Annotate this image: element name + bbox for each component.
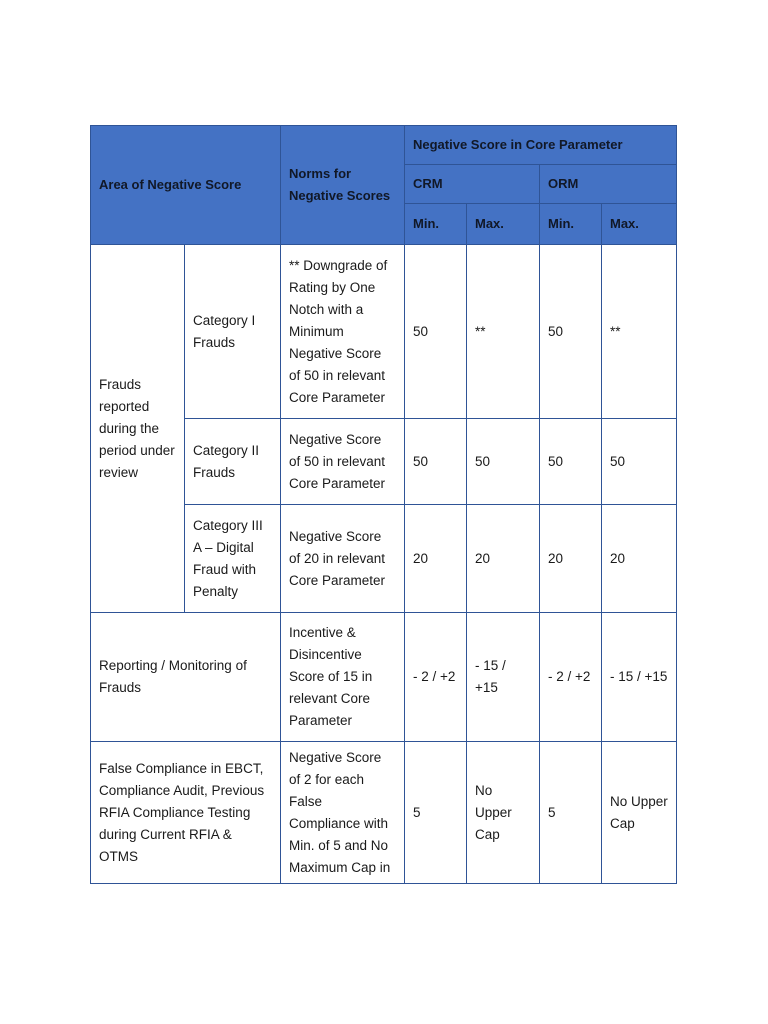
norm-cell: ** Downgrade of Rating by One Notch with a Minimum Negative Score of 50 in relevant Core Parameter <box>281 245 405 419</box>
orm-min-cell: 20 <box>540 505 602 613</box>
category-cell: Category II Frauds <box>185 419 281 505</box>
table-row <box>91 742 677 884</box>
orm-max-cell: ** <box>602 245 677 419</box>
category-cell: Category I Frauds <box>185 245 281 419</box>
negative-score-table <box>90 125 677 884</box>
orm-min-cell: 50 <box>540 419 602 505</box>
crm-max-cell: ** <box>467 245 540 419</box>
header-crm-max: Max. <box>467 204 540 245</box>
header-orm-min: Min. <box>540 204 602 245</box>
crm-max-cell: No Upper Cap <box>467 742 540 884</box>
norm-cell: Negative Score of 50 in relevant Core Parameter <box>281 419 405 505</box>
orm-min-cell: - 2 / +2 <box>540 613 602 742</box>
crm-min-cell: 20 <box>405 505 467 613</box>
table-row <box>91 245 677 419</box>
header-norms: Norms for Negative Scores <box>281 126 405 245</box>
area-cell: False Compliance in EBCT, Compliance Audit, Previous RFIA Compliance Testing during Current RFIA & OTMS <box>91 742 281 884</box>
norm-cell: Incentive & Disincentive Score of 15 in relevant Core Parameter <box>281 613 405 742</box>
header-core-parameter: Negative Score in Core Parameter <box>405 126 677 165</box>
area-cell: Reporting / Monitoring of Frauds <box>91 613 281 742</box>
crm-max-cell: - 15 / +15 <box>467 613 540 742</box>
crm-max-cell: 50 <box>467 419 540 505</box>
crm-min-cell: 50 <box>405 245 467 419</box>
frauds-group-label: Frauds reported during the period under review <box>91 245 185 613</box>
crm-max-cell: 20 <box>467 505 540 613</box>
orm-max-cell: 20 <box>602 505 677 613</box>
norm-cell: Negative Score of 20 in relevant Core Parameter <box>281 505 405 613</box>
norm-cell: Negative Score of 2 for each False Compliance with Min. of 5 and No Maximum Cap in <box>281 742 405 884</box>
header-crm: CRM <box>405 165 540 204</box>
orm-max-cell: 50 <box>602 419 677 505</box>
orm-max-cell: No Upper Cap <box>602 742 677 884</box>
orm-min-cell: 5 <box>540 742 602 884</box>
header-orm-max: Max. <box>602 204 677 245</box>
crm-min-cell: - 2 / +2 <box>405 613 467 742</box>
orm-min-cell: 50 <box>540 245 602 419</box>
table-row <box>91 613 677 742</box>
header-crm-min: Min. <box>405 204 467 245</box>
orm-max-cell: - 15 / +15 <box>602 613 677 742</box>
category-cell: Category III A – Digital Fraud with Penalty <box>185 505 281 613</box>
crm-min-cell: 5 <box>405 742 467 884</box>
header-area: Area of Negative Score <box>91 126 281 245</box>
header-orm: ORM <box>540 165 677 204</box>
crm-min-cell: 50 <box>405 419 467 505</box>
